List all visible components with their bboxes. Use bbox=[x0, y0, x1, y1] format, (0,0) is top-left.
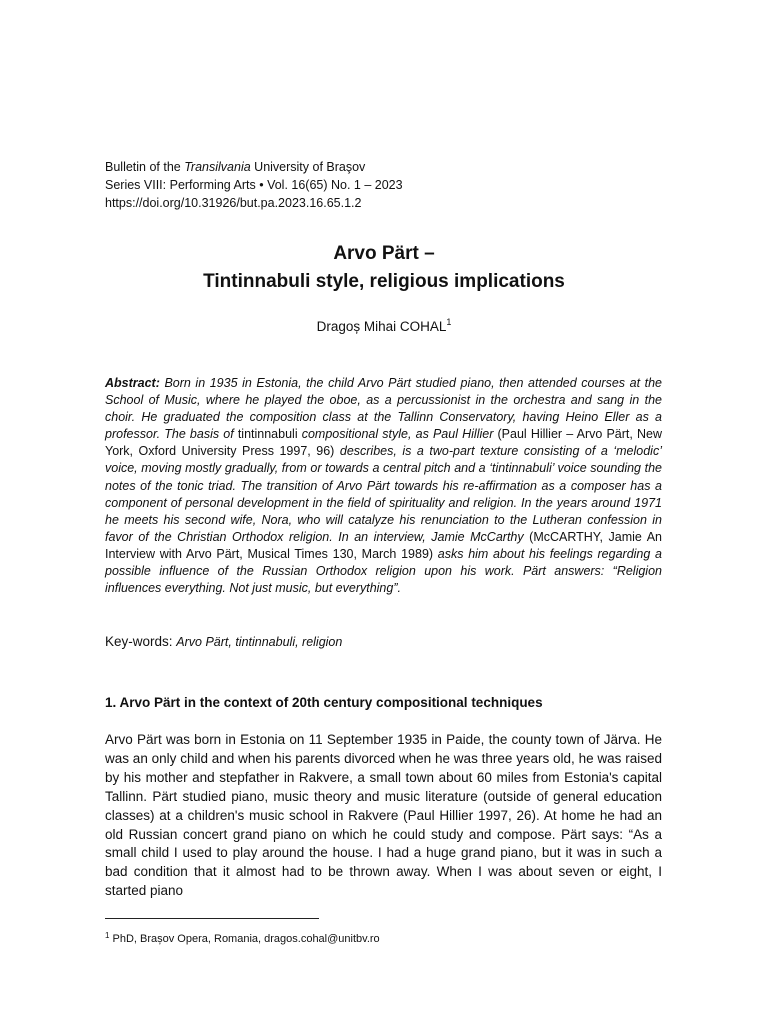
author-line bbox=[0, 312, 768, 337]
keywords-value: Arvo Pärt, tintinnabuli, religion bbox=[176, 635, 343, 649]
article-title bbox=[0, 240, 768, 296]
journal-name-line: Bulletin of the Transilvania University of Braşov bbox=[105, 160, 366, 174]
author-footnote-mark: 1 bbox=[446, 317, 452, 327]
keywords-label: Key-words: bbox=[105, 634, 177, 649]
footnote bbox=[105, 928, 380, 947]
footnote-divider bbox=[105, 918, 319, 919]
footnote-mark: 1 bbox=[105, 931, 110, 940]
article-title-line-2: Tintinnabuli style, religious implications bbox=[203, 271, 565, 292]
journal-university-name: Transilvania bbox=[184, 160, 251, 174]
section-heading: 1. Arvo Pärt in the context of 20th century compositional techniques bbox=[105, 695, 543, 710]
author-name: Dragoș Mihai COHAL bbox=[316, 319, 447, 334]
journal-header bbox=[105, 158, 403, 212]
footnote-text: PhD, Brașov Opera, Romania, dragos.cohal@unitbv.ro bbox=[109, 933, 380, 945]
abstract: Abstract: Born in 1935 in Estonia, the child Arvo Pärt studied piano, then attended courses at the School of Music, where he played the oboe, as a percussionist in the orchestra and sang in the choir. He graduated the composition class at the Tallinn Conservatory, having Heino Eller as a professor. The basis of tintinnabuli compositional style, as Paul Hillier (Paul Hillier – Arvo Pärt, New York, Oxford University Press 1997, 96) describes, is a two-part texture consisting of a ‘melodic’ voice, moving mostly gradually, from or towards a central pitch and a ‘tintinnabuli’ voice sounding the notes of the tonic triad. The transition of Arvo Pärt towards his re-affirmation as a composer has a component of personal development in the field of spirituality and religion. In the years around 1971 he meets his second wife, Nora, who will catalyze his renunciation to the Lutheran confession in favor of the Christian Orthodox religion. In an interview, Jamie McCarthy (McCARTHY, Jamie An Interview with Arvo Pärt, Musical Times 130, March 1989) asks him about his feelings regarding a possible influence of the Russian Orthodox religion upon his work. Pärt answers: “Religion influences everything. Not just music, but everything”. bbox=[105, 376, 663, 596]
doi-link[interactable]: https://doi.org/10.31926/but.pa.2023.16.65.1.2 bbox=[105, 196, 362, 210]
article-title-line-1: Arvo Pärt – bbox=[333, 243, 435, 264]
journal-series-line: Series VIII: Performing Arts • Vol. 16(65) No. 1 – 2023 bbox=[105, 178, 403, 192]
keywords bbox=[105, 632, 342, 652]
body-paragraph: Arvo Pärt was born in Estonia on 11 September 1935 in Paide, the county town of Järva. He was an only child and when his parents divorced when he was three years old, he was raised by his mother and stepfather in Rakvere, a small town about 60 miles from Estonia's capital Tallinn. Pärt studied piano, music theory and music literature (outside of general education classes) at a children's music school in Rakvere (Paul Hillier 1997, 26). At home he had an old Russian concert grand piano on which he could study and compose. Pärt says: “As a small child I used to play around the house. I had a huge grand piano, but it was in such a bad condition that it almost had to be thrown away. When I was about seven or eight, I started piano bbox=[105, 732, 662, 899]
abstract-label: Abstract: bbox=[105, 376, 160, 390]
